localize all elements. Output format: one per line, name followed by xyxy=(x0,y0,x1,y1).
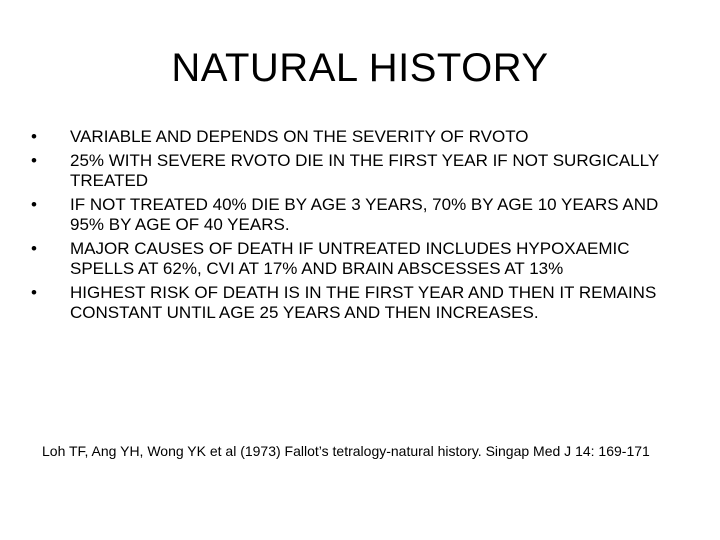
bullet-item: • MAJOR CAUSES OF DEATH IF UNTREATED INCLUDES HYPOXAEMIC SPELLS AT 62%, CVI AT 17% AND BRAIN ABSCESSES AT 13% xyxy=(28,239,688,280)
bullet-item: • VARIABLE AND DEPENDS ON THE SEVERITY OF RVOTO xyxy=(28,127,688,148)
bullet-item: • 25% WITH SEVERE RVOTO DIE IN THE FIRST YEAR IF NOT SURGICALLY TREATED xyxy=(28,151,688,192)
reference-citation: Loh TF, Ang YH, Wong YK et al (1973) Fallot’s tetralogy-natural history. Singap Med J 14: 169-171 xyxy=(42,443,650,459)
slide-title: NATURAL HISTORY xyxy=(171,46,549,90)
bullet-list xyxy=(28,127,688,327)
bullet-item: • IF NOT TREATED 40% DIE BY AGE 3 YEARS, 70% BY AGE 10 YEARS AND 95% BY AGE OF 40 YEARS. xyxy=(28,195,688,236)
bullet-item: • HIGHEST RISK OF DEATH IS IN THE FIRST YEAR AND THEN IT REMAINS CONSTANT UNTIL AGE 25 YEARS AND THEN INCREASES. xyxy=(28,283,688,324)
